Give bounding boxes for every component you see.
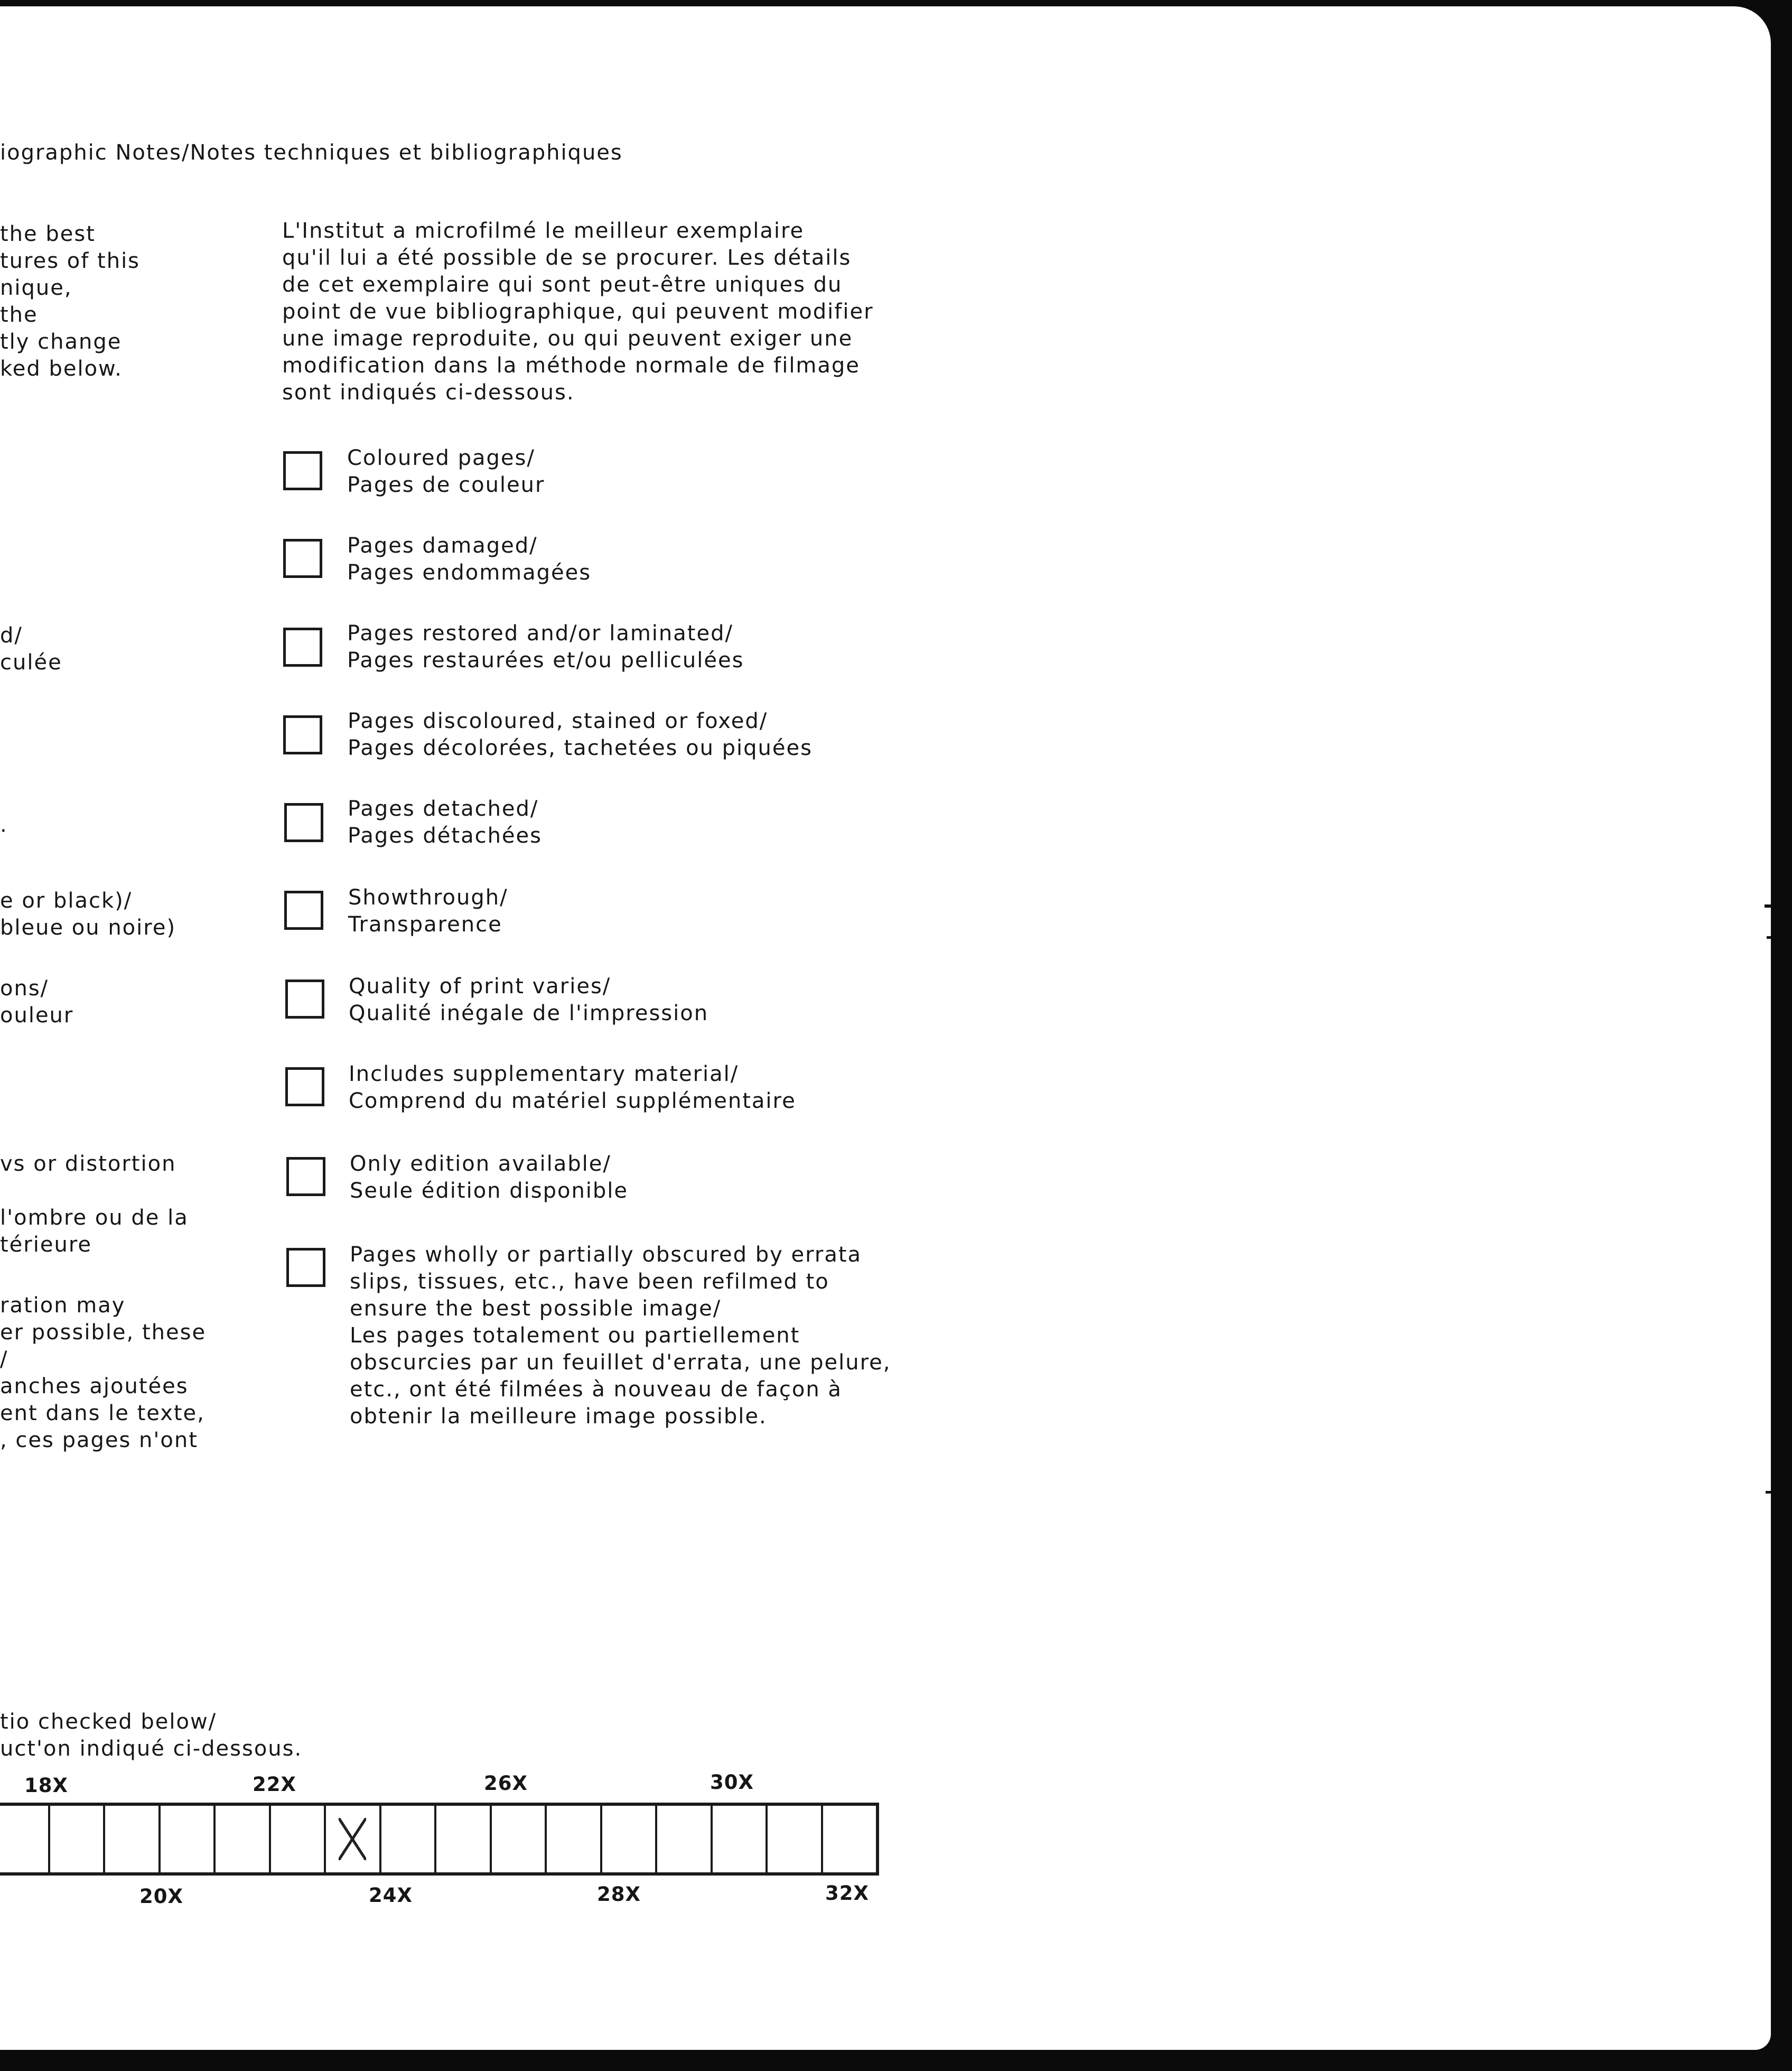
scale-label-18x: 18X [24,1774,69,1797]
fragment-line: , ces pages n'ont [0,1428,198,1452]
ratio-cell[interactable] [48,1806,104,1872]
checklist-line: Transparence [348,912,502,937]
label-pages-damaged [347,533,591,586]
label-showthrough [348,884,508,938]
checklist-line: Includes supplementary material/ [349,1062,739,1086]
reduction-ratio-text [0,1709,302,1762]
label-coloured-pages [347,445,545,499]
ratio-cell[interactable] [545,1806,600,1872]
covers-restored-fragment [0,622,62,676]
fragment-line: er possible, these [0,1320,207,1345]
scan-edge-mark [1766,1491,1771,1494]
checklist-line: Pages detached/ [348,797,539,821]
reduction-line: uct'on indiqué ci-dessous. [0,1737,303,1761]
document-page [0,6,1771,2050]
checklist-line: Pages wholly or partially obscured by errata [350,1243,862,1267]
checklist-line: Pages décolorées, tachetées ou piquées [348,736,813,760]
checklist-line: Pages endommagées [347,561,592,585]
intro-fr-line: une image reproduite, ou qui peuvent exiger une [282,326,853,351]
fragment-line: vs or distortion [0,1152,176,1176]
fragment-line: / [0,1347,8,1372]
checklist-line: Qualité inégale de l'impression [349,1001,709,1025]
fragment-line: ouleur [0,1003,74,1028]
ratio-cell-checked[interactable] [324,1806,379,1872]
checklist-line: etc., ont été filmées à nouveau de façon à [350,1377,842,1402]
intro-en-fragment [0,221,140,383]
fragment-line [0,1178,189,1205]
label-supplementary-material [349,1061,796,1115]
binding-fragment [0,1151,189,1258]
label-pages-discoloured [348,708,813,762]
fragment-line: bleue ou noire) [0,916,176,940]
checklist-line: obscurcies par un feuillet d'errata, une pelure, [350,1350,891,1375]
ratio-cell[interactable] [655,1806,711,1872]
checklist-line: Seule édition disponible [350,1179,629,1203]
label-pages-obscured [350,1242,891,1430]
scale-label-28x: 28X [597,1883,641,1906]
checklist-line: slips, tissues, etc., have been refilmed to [350,1270,829,1294]
ratio-cell[interactable] [379,1806,435,1872]
label-only-edition [350,1151,628,1205]
ratio-cell[interactable] [490,1806,545,1872]
intro-fr-paragraph [282,218,874,406]
ratio-cell[interactable] [711,1806,766,1872]
ratio-cell[interactable] [434,1806,490,1872]
intro-fr-line: sont indiqués ci-dessous. [282,380,575,405]
ink-fragment [0,888,176,941]
scale-label-26x: 26X [484,1772,528,1795]
checklist-line: Les pages totalement ou partiellement [350,1323,800,1348]
intro-fr-line: modification dans la méthode normale de filmage [282,353,860,378]
checkbox-only-edition[interactable] [286,1157,325,1196]
checklist-line: ensure the best possible image/ [350,1296,722,1321]
ratio-cell[interactable] [158,1806,214,1872]
fragment-line: ons/ [0,976,49,1001]
reduction-ratio-scale [0,1803,879,1876]
blank-leaves-fragment [0,1292,206,1454]
checklist-line: Pages restored and/or laminated/ [347,621,733,646]
fragment-line: e or black)/ [0,889,133,913]
label-pages-restored [347,620,744,674]
checkbox-supplementary-material[interactable] [285,1067,324,1106]
checklist-line: Coloured pages/ [347,446,535,470]
scan-edge-mark [1767,936,1771,939]
checkbox-pages-discoloured[interactable] [283,715,322,754]
ratio-cell[interactable] [269,1806,324,1872]
checkbox-pages-detached[interactable] [284,803,323,842]
ratio-cell[interactable] [600,1806,656,1872]
checklist-line: Pages de couleur [347,473,545,497]
checklist-line: Comprend du matériel supplémentaire [349,1089,796,1113]
intro-en-line: tly change [0,330,122,354]
checklist-line: Showthrough/ [348,885,508,910]
plates-fragment [0,975,73,1029]
scan-edge-mark [1765,904,1771,908]
checklist-line: Pages restaurées et/ou pelliculées [347,648,744,673]
ratio-cell[interactable] [821,1806,876,1872]
intro-fr-line: qu'il lui a été possible de se procurer. Les détails [282,246,852,270]
intro-fr-line: point de vue bibliographique, qui peuvent modifier [282,300,874,324]
checklist-line: Pages détachées [348,824,542,848]
fragment-line: ration may [0,1293,126,1318]
label-pages-detached [348,796,542,850]
checkbox-quality-of-print[interactable] [285,979,324,1019]
checklist-line: Pages discoloured, stained or foxed/ [348,709,768,733]
intro-en-line: ked below. [0,357,123,381]
scale-label-20x: 20X [139,1885,184,1908]
checkbox-pages-damaged[interactable] [283,539,322,578]
checkbox-pages-obscured[interactable] [286,1248,325,1287]
label-quality-of-print [349,973,708,1027]
intro-en-line: nique, [0,276,72,300]
fragment-line: culée [0,650,62,675]
ratio-cell[interactable] [766,1806,821,1872]
checkbox-coloured-pages[interactable] [283,451,322,490]
reduction-line: tio checked below/ [0,1710,217,1734]
scale-label-24x: 24X [369,1884,413,1907]
fragment-line: térieure [0,1233,92,1257]
checkbox-pages-restored[interactable] [283,628,322,667]
maps-fragment: · [0,819,8,843]
scale-label-22x: 22X [253,1773,297,1796]
checklist-line: Only edition available/ [350,1152,611,1176]
scale-label-32x: 32X [825,1882,870,1905]
checklist-line: Pages damaged/ [347,534,538,558]
checklist-line: Quality of print varies/ [349,974,611,999]
fragment-line: l'ombre ou de la [0,1206,189,1230]
intro-en-line: tures of this [0,249,141,273]
fragment-line: anches ajoutées [0,1374,189,1398]
notes-header: iographic Notes/Notes techniques et bibliographiques [0,141,623,165]
intro-en-line: the [0,303,38,327]
fragment-line: d/ [0,623,23,648]
checklist-line: obtenir la meilleure image possible. [350,1404,767,1429]
intro-fr-line: L'Institut a microfilmé le meilleur exemplaire [282,219,805,243]
ratio-cell[interactable] [103,1806,158,1872]
intro-fr-line: de cet exemplaire qui sont peut-être uniques du [282,273,843,297]
scale-label-30x: 30X [710,1771,754,1794]
checkbox-showthrough[interactable] [284,891,323,930]
fragment-line: ent dans le texte, [0,1401,205,1425]
ratio-cell[interactable] [213,1806,269,1872]
ratio-cell[interactable] [0,1806,48,1872]
intro-en-line: the best [0,222,96,246]
